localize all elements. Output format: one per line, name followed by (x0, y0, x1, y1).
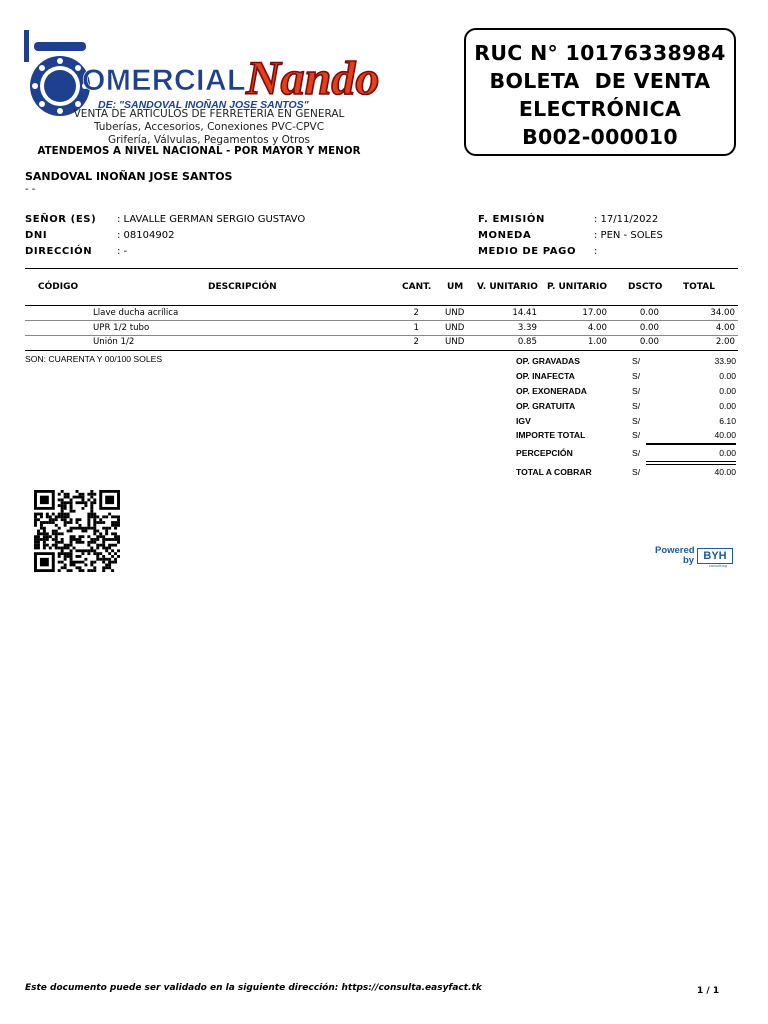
col-header-unit-value: V. UNITARIO (477, 282, 538, 292)
amount-in-words: SON: CUARENTA Y 00/100 SOLES (25, 354, 163, 364)
row-qty: 2 (413, 308, 419, 318)
col-header-code: CÓDIGO (38, 282, 79, 292)
address-value: : - (117, 246, 128, 257)
qr-code (34, 490, 120, 572)
issue-date-label: F. EMISIÓN (478, 214, 545, 225)
row-discount: 0.00 (639, 337, 659, 347)
summary-value: 40.00 (714, 430, 736, 440)
summary-label: OP. INAFECTA (516, 371, 575, 381)
row-unit-value: 0.85 (517, 337, 537, 347)
payment-label: MEDIO DE PAGO (478, 246, 577, 257)
summary-double-rule (646, 461, 736, 465)
summary-rule (646, 443, 736, 445)
summary-label: TOTAL A COBRAR (516, 467, 592, 477)
logo-line-3: Grifería, Válvulas, Pegamentos y Otros (107, 134, 311, 146)
summary-currency: S/ (632, 416, 641, 426)
summary-label: IMPORTE TOTAL (516, 430, 586, 440)
row-um: UND (445, 323, 465, 333)
row-total: 4.00 (715, 323, 735, 333)
tagline: ATENDEMOS A NIVEL NACIONAL - POR MAYOR Y MENOR (37, 146, 361, 157)
row-unit-price: 4.00 (587, 323, 607, 333)
row-total: 34.00 (710, 308, 735, 318)
document-id-box (464, 28, 736, 156)
summary-currency: S/ (632, 430, 641, 440)
doc-type-line-2: ELECTRÓNICA (518, 97, 682, 121)
currency-value: : PEN - SOLES (594, 230, 663, 241)
col-header-um: UM (447, 282, 464, 292)
col-header-total: TOTAL (683, 282, 715, 292)
issuer-name: SANDOVAL INOÑAN JOSE SANTOS (25, 170, 233, 183)
client-label: SEÑOR (ES) (25, 214, 97, 225)
table-top-rule (25, 268, 738, 269)
logo-word-nando: Nando (246, 52, 380, 105)
powered-label: Powered (655, 545, 695, 556)
row-qty: 1 (413, 323, 419, 333)
col-header-qty: CANT. (402, 282, 432, 292)
col-header-unit-price: P. UNITARIO (547, 282, 608, 292)
row-total: 2.00 (715, 337, 735, 347)
client-value: : LAVALLE GERMAN SERGIO GUSTAVO (117, 214, 306, 225)
row-description: Llave ducha acrílica (93, 308, 179, 318)
company-logo (24, 28, 384, 146)
row-discount: 0.00 (639, 308, 659, 318)
summary-currency: S/ (632, 371, 641, 381)
summary-value: 0.00 (719, 448, 736, 458)
summary-value: 6.10 (719, 416, 736, 426)
summary-label: IGV (516, 416, 531, 426)
summary-value: 0.00 (719, 371, 736, 381)
summary-label: OP. GRATUITA (516, 401, 576, 411)
row-um: UND (445, 308, 465, 318)
payment-value: : (594, 246, 598, 257)
summary-value: 40.00 (714, 467, 736, 477)
summary-value: 33.90 (714, 356, 736, 366)
powered-by-logo (655, 546, 737, 570)
summary-currency: S/ (632, 356, 641, 366)
dni-label: DNI (25, 230, 48, 241)
summary-currency: S/ (632, 448, 641, 458)
byh-brand: BYH (697, 548, 733, 564)
summary-currency: S/ (632, 386, 641, 396)
row-qty: 2 (413, 337, 419, 347)
row-divider (25, 320, 738, 321)
logo-line-1: VENTA DE ARTICULOS DE FERRETERIA EN GENERAL (73, 108, 345, 120)
summary-label: PERCEPCIÓN (516, 448, 573, 458)
row-um: UND (445, 337, 465, 347)
doc-number: B002-000010 (522, 125, 678, 149)
summary-label: OP. GRAVADAS (516, 356, 580, 366)
row-description: Unión 1/2 (93, 337, 135, 347)
summary-value: 0.00 (719, 386, 736, 396)
table-bottom-rule (25, 350, 738, 351)
doc-type-line-1: BOLETA DE VENTA (489, 69, 711, 93)
page-number: 1 / 1 (697, 986, 720, 996)
summary-value: 0.00 (719, 401, 736, 411)
summary-currency: S/ (632, 401, 641, 411)
ruc-number: RUC N° 10176338984 (474, 41, 726, 65)
currency-label: MONEDA (478, 230, 532, 241)
summary-currency: S/ (632, 467, 641, 477)
table-header-rule (25, 305, 738, 306)
address-label: DIRECCIÓN (25, 246, 93, 257)
row-description: UPR 1/2 tubo (93, 323, 150, 333)
validation-note: Este documento puede ser validado en la siguiente dirección: https://consulta.easyfact.tk (25, 983, 482, 993)
summary-label: OP. EXONERADA (516, 386, 587, 396)
logo-line-2: Tuberías, Accesorios, Conexiones PVC-CPVC (93, 121, 325, 133)
valve-emblem (24, 30, 90, 116)
issuer-sub: - - (25, 184, 36, 195)
row-unit-value: 3.39 (517, 323, 537, 333)
col-header-description: DESCRIPCIÓN (208, 282, 277, 292)
row-unit-price: 17.00 (582, 308, 607, 318)
issue-date-value: : 17/11/2022 (594, 214, 659, 225)
byh-brand-sub: consulting (709, 564, 728, 568)
col-header-discount: DSCTO (628, 282, 663, 292)
row-divider (25, 335, 738, 336)
logo-word-comercial: OMERCIAL (82, 64, 246, 97)
row-discount: 0.00 (639, 323, 659, 333)
row-unit-price: 1.00 (587, 337, 607, 347)
dni-value: : 08104902 (117, 230, 175, 241)
row-unit-value: 14.41 (512, 308, 537, 318)
logo-owner: DE: "SANDOVAL INOÑAN JOSE SANTOS" (98, 99, 309, 111)
by-label: by (683, 555, 695, 566)
